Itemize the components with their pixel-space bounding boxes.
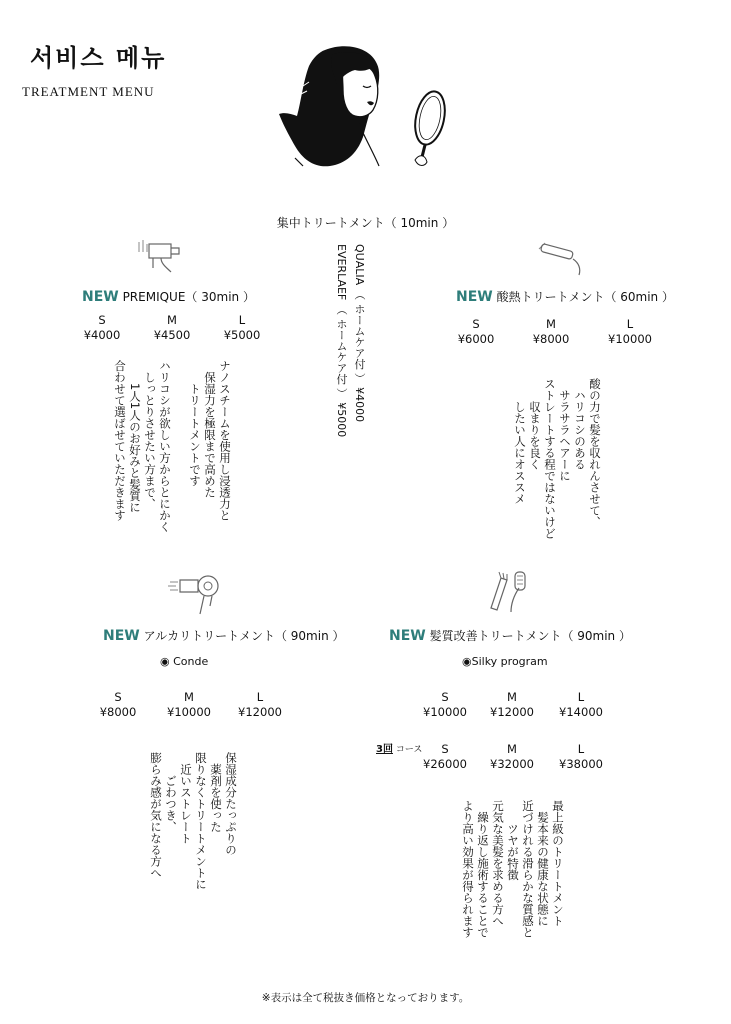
size-m: M xyxy=(507,742,517,756)
price-m: ¥4500 xyxy=(153,328,191,342)
size-l: L xyxy=(256,690,264,704)
improvement-price-table xyxy=(420,690,608,720)
price-s: ¥10000 xyxy=(423,705,467,719)
concentrated-item-qualia: QUALIA （ ホームケア付 ） ¥4000 xyxy=(353,244,366,423)
page-title: 서비스 메뉴 xyxy=(30,44,167,72)
premique-title-row xyxy=(82,288,255,305)
premique-price-table xyxy=(72,313,272,343)
size-l: L xyxy=(626,317,634,331)
alkali-price-table xyxy=(96,690,282,720)
improvement-description: 最上級のトリートメント 髪本来の健康な状態に 近づけれる滑らかな質感と ツヤが特徴 元気な美髪を求める方へ 繰り返し施術することで より高い効果が得られます xyxy=(461,800,565,938)
price-l: ¥10000 xyxy=(608,332,652,346)
improvement-title-row xyxy=(389,627,631,644)
price-m: ¥12000 xyxy=(490,705,534,719)
price-l: ¥12000 xyxy=(238,705,282,719)
tax-note: ※表示は全て税抜き価格となっております。 xyxy=(261,992,470,1004)
size-m: M xyxy=(184,690,194,704)
course-count: 3回 xyxy=(376,744,393,755)
size-m: M xyxy=(507,690,517,704)
size-l: L xyxy=(238,313,246,327)
new-badge: NEW xyxy=(456,289,493,305)
alkali-product: ◉ Conde xyxy=(160,655,209,668)
price-s: ¥6000 xyxy=(457,332,495,346)
alkali-description: 保湿成分たっぷりの 薬剤を使った 限りなくトリートメントに 近いストレート ごわつき、 膨らみ感が気になる方へ xyxy=(149,752,238,890)
hair-dryer-icon xyxy=(168,572,224,616)
acid-heat-description: 酸の力で髪を収れんさせて、 ハリコシのある サラサラヘアーに ストレートする程ではないけど 収まりを良く したい人にオススメ xyxy=(513,378,602,539)
size-s: S xyxy=(98,313,106,327)
new-badge: NEW xyxy=(82,289,119,305)
course-price-m: ¥32000 xyxy=(490,757,534,771)
price-s: ¥8000 xyxy=(99,705,137,719)
acid-heat-price-table xyxy=(452,317,658,347)
new-badge: NEW xyxy=(389,628,426,644)
size-s: S xyxy=(114,690,122,704)
size-m: M xyxy=(167,313,177,327)
improvement-title: 髪質改善トリートメント（ 90min ） xyxy=(429,629,631,643)
hair-iron-icon xyxy=(535,235,585,275)
acid-heat-title-row xyxy=(456,288,674,305)
course-text: コース xyxy=(395,745,423,755)
size-s: S xyxy=(441,690,449,704)
new-badge: NEW xyxy=(103,628,140,644)
course-price-s: ¥26000 xyxy=(423,757,467,771)
page-subtitle: TREATMENT MENU xyxy=(22,84,155,99)
size-l: L xyxy=(577,742,585,756)
premique-title: PREMIQUE（ 30min ） xyxy=(122,290,255,304)
size-s: S xyxy=(472,317,480,331)
price-m: ¥8000 xyxy=(532,332,570,346)
price-s: ¥4000 xyxy=(83,328,121,342)
alkali-title-row xyxy=(103,627,345,644)
improvement-product: ◉Silky program xyxy=(462,655,548,668)
acid-heat-title: 酸熱トリートメント（ 60min ） xyxy=(496,290,674,304)
premique-description: ナノスチームを使用し浸透力と 保湿力を極限まで高めた トリートメントです ハリコシが欲しい方からとにかく しっとりさせたい方まで、 1人1人のお好みと髪質に 合わせて選ばせていただきます xyxy=(113,360,232,533)
price-m: ¥10000 xyxy=(167,705,211,719)
course-price-l: ¥38000 xyxy=(559,757,603,771)
steamer-icon xyxy=(135,238,183,274)
size-l: L xyxy=(577,690,585,704)
comb-brush-icon xyxy=(485,568,529,616)
concentrated-item-everlaef: EVERLAEF （ ホームケア付 ） ¥5000 xyxy=(335,244,348,438)
improvement-course-price-table xyxy=(420,742,608,772)
size-s: S xyxy=(441,742,449,756)
price-l: ¥14000 xyxy=(559,705,603,719)
size-m: M xyxy=(546,317,556,331)
price-l: ¥5000 xyxy=(223,328,261,342)
woman-mirror-illustration xyxy=(275,42,455,172)
alkali-title: アルカリトリートメント（ 90min ） xyxy=(143,629,345,643)
course-label xyxy=(376,740,422,755)
concentrated-treatment-title: 集中トリートメント（ 10min ） xyxy=(276,216,455,230)
